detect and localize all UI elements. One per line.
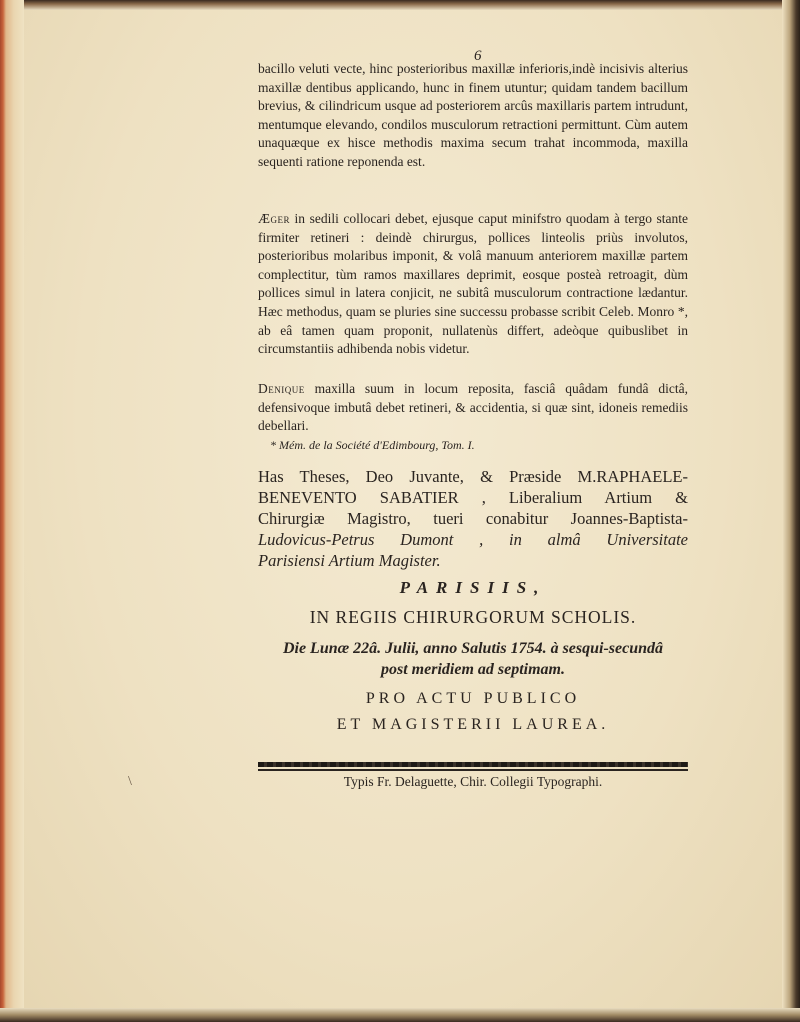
title-line-1: Has Theses, Deo Juvante, & Præside M.RAPHAELE-: [258, 467, 688, 486]
thesis-title-block: [258, 466, 688, 571]
ornamental-rule: [258, 762, 688, 767]
date-block: [258, 638, 688, 680]
title-line-3: Chirurgiæ Magistro, tueri conabitur Joannes-Baptista-: [258, 509, 688, 528]
page-top-edge: [0, 0, 800, 10]
title-line-5: Parisiensi Artium Magister.: [258, 551, 441, 570]
city-heading: PARISIIS,: [399, 578, 547, 597]
date-line-2: post meridiem ad septimam.: [381, 661, 565, 678]
footnote: * Mém. de la Société d'Edimbourg, Tom. I.: [270, 438, 475, 452]
page-right-edge: [782, 0, 800, 1022]
book-spine-edge: [0, 0, 24, 1022]
stray-pen-mark: \: [128, 774, 132, 789]
paragraph-3: [258, 380, 688, 436]
thin-rule: [258, 769, 688, 771]
title-line-4: Ludovicus-Petrus Dumont , in almâ Universitate: [258, 530, 688, 549]
laurea-line: ET MAGISTERII LAUREA.: [336, 716, 610, 733]
printer-imprint: Typis Fr. Delaguette, Chir. Collegii Typographi.: [343, 774, 603, 789]
pro-actu-line: PRO ACTU PUBLICO: [365, 690, 581, 707]
paragraph-3-lead: Denique: [258, 381, 305, 396]
paragraph-2-lead: Æger: [258, 211, 291, 226]
title-line-2: BENEVENTO SABATIER , Liberalium Artium &: [258, 488, 688, 507]
paragraph-2-text: in sedili collocari debet, ejusque caput minifstro quodam à tergo stante firmiter retineri : deindè chirurgus, pollices linteolis priùs involutos, posterioribus molaribus imponit, & volâ manuum anteriorem maxillæ partem complectitur, tùm ramos maxillares deprimit, eosque posteà retroagit, dùm pollices simul in latera conjicit, ne subitâ musculorum contractione lædantur. Hæc methodus, quam se pluries sine successu probasse scribit Celeb. Monro *, ab eâ tamen quam proponit, nullatenùs differt, adeòque quibuslibet in circumstantiis adhibenda nobis videtur.: [258, 211, 688, 357]
schools-heading: IN REGIIS CHIRURGORUM SCHOLIS.: [309, 607, 637, 627]
paragraph-3-text: maxilla suum in locum reposita, fasciâ quâdam fundâ dictâ, defensivoque imbutâ debet retineri, & accidentia, si quæ sint, idoneis remediis debellari.: [258, 381, 688, 434]
paragraph-1: bacillo veluti vecte, hinc posterioribus maxillæ inferioris,indè incisivis alterius maxillæ dentibus applicando, hunc in finem utuntur; quidam tandem bacillum brevius, & cilindricum usque ad posteriorem arcûs maxillaris partem intrudunt, mentumque elevando, condilos musculorum retractioni permittunt. Cùm autem unaquæque ex hisce methodis maxima secum trahat incommoda, maxilla sequenti ratione reponenda est.: [258, 61, 688, 169]
paragraph-2: [258, 210, 688, 359]
date-line-1: Die Lunæ 22â. Julii, anno Salutis 1754. à sesqui-secundâ: [282, 640, 664, 657]
page-bottom-edge: [0, 1008, 800, 1022]
page-number: 6: [474, 48, 482, 64]
